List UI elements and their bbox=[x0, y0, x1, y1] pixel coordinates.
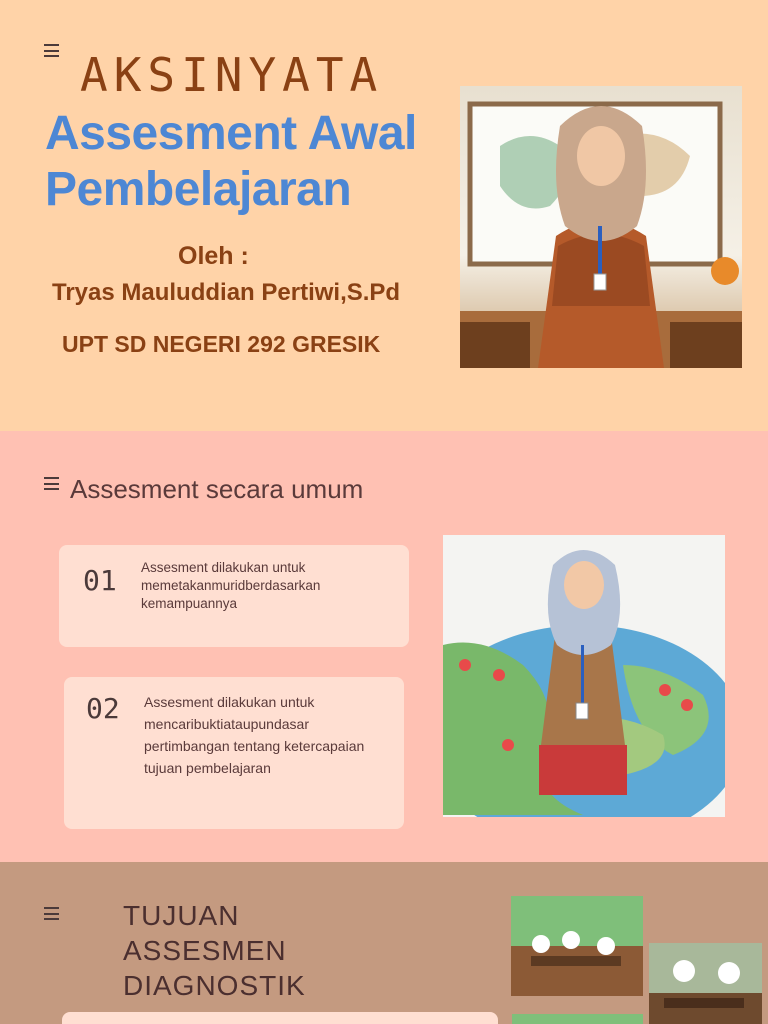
heading-line: TUJUAN bbox=[123, 900, 240, 931]
diagnostic-goals-section bbox=[0, 862, 768, 1024]
heading-line: DIAGNOSTIK bbox=[123, 970, 306, 1001]
author-name: Tryas Mauluddian Pertiwi,S.Pd bbox=[52, 279, 401, 306]
school-name: UPT SD NEGERI 292 GRESIK bbox=[62, 331, 381, 357]
menu-icon[interactable] bbox=[44, 44, 59, 57]
teacher-illustration bbox=[460, 86, 742, 368]
point-text: Assesment dilakukan untuk memetakanmuridberdasarkan kemampuannya bbox=[141, 560, 321, 611]
map-illustration bbox=[443, 535, 725, 817]
teacher-photo bbox=[460, 86, 742, 368]
kicker-title: AKSINYATA bbox=[80, 48, 384, 102]
classroom-illustration bbox=[649, 943, 762, 1024]
title-line-1: Assesment Awal bbox=[45, 107, 417, 160]
point-text: Assesment dilakukan untuk mencaribuktiataupundasar pertimbangan tentang ketercapaian tujuan pembelajaran bbox=[144, 694, 365, 776]
point-card-1 bbox=[59, 545, 409, 647]
classroom-illustration bbox=[511, 896, 643, 996]
title-line-2: Pembelajaran bbox=[45, 163, 352, 216]
map-teacher-illustration bbox=[443, 535, 725, 817]
heading-line: ASSESMEN bbox=[123, 935, 287, 966]
point-number: 01 bbox=[83, 564, 117, 597]
menu-icon[interactable] bbox=[44, 907, 59, 920]
point-card-2 bbox=[64, 677, 404, 829]
classroom-photo bbox=[649, 943, 762, 1024]
point-number: 02 bbox=[86, 692, 120, 725]
content-card bbox=[62, 1012, 498, 1024]
classroom-illustration bbox=[512, 1014, 643, 1024]
menu-icon[interactable] bbox=[44, 477, 59, 490]
assessment-overview-section bbox=[0, 431, 768, 862]
classroom-photo bbox=[512, 1014, 643, 1024]
byline-label: Oleh : bbox=[178, 242, 249, 270]
cover-section bbox=[0, 0, 768, 431]
classroom-photo bbox=[511, 896, 643, 996]
section-heading: Assesment secara umum bbox=[70, 474, 364, 504]
section-heading bbox=[123, 898, 306, 1003]
